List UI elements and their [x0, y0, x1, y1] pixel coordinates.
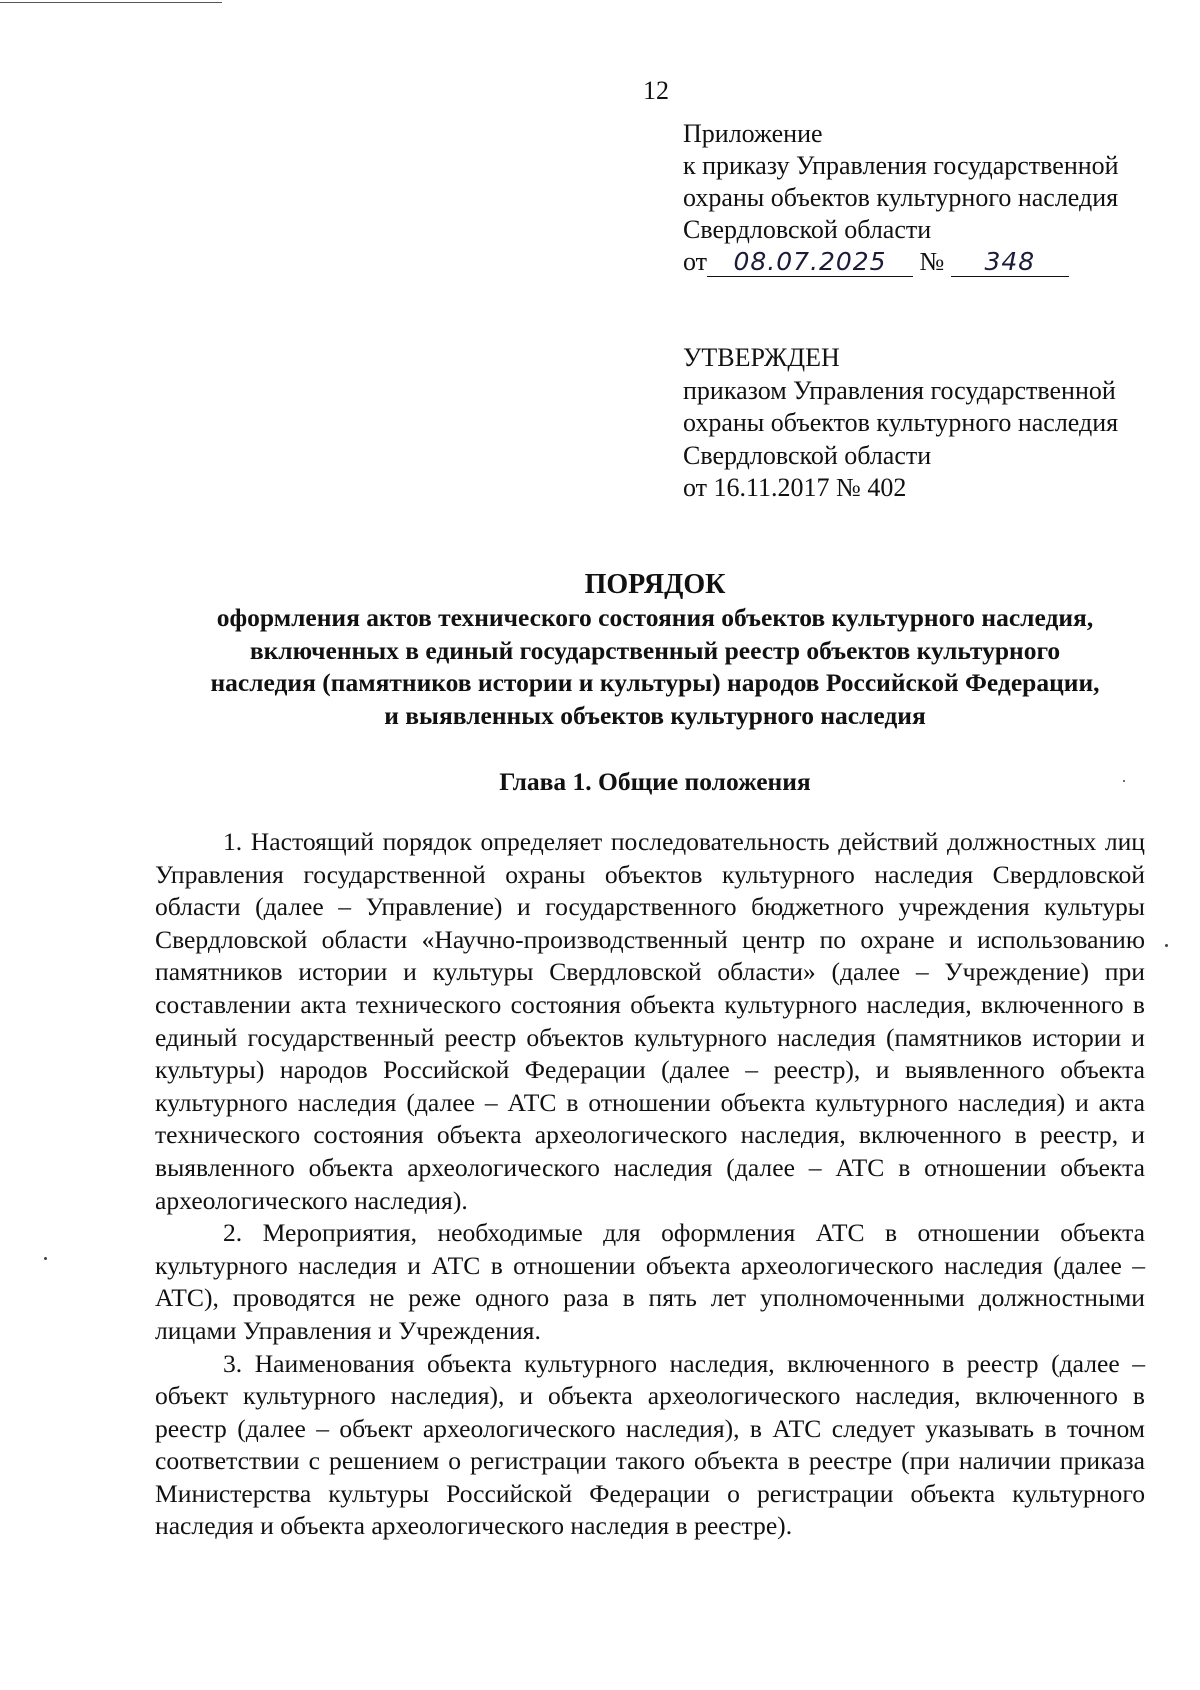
appendix-block: [683, 118, 1119, 278]
subtitle-line: включенных в единый государственный реестр объектов культурного: [249, 635, 1061, 665]
appendix-line: охраны объектов культурного наследия: [683, 183, 1119, 212]
chapter-heading: Глава 1. Общие положения: [499, 767, 811, 796]
scan-speck: [1123, 780, 1125, 782]
scan-speck: [44, 1257, 47, 1260]
subtitle-line: и выявленных объектов культурного наследия: [384, 700, 926, 730]
approved-line: приказом Управления государственной: [683, 375, 1116, 405]
approved-line: от 16.11.2017 № 402: [683, 473, 907, 502]
appendix-line: Приложение: [683, 119, 823, 148]
scan-speck: [1165, 944, 1168, 947]
paragraph: 3. Наименования объекта культурного наследия, включенного в реестр (далее – объект культурного наследия), и объекта археологического наследия, включенного в реестр (далее – объект археологического наследия), в АТС следует указывать в точном соответствии с решением о регистрации такого объекта в реестре (при наличии приказа Министерства культуры Российской Федерации о регистрации объекта культурного наследия и объекта археологического наследия в реестре).: [155, 1348, 1145, 1541]
approved-line: Свердловской области: [683, 440, 932, 470]
handwritten-number: 348: [951, 248, 1069, 277]
subtitle-line: наследия (памятников истории и культуры) народов Российской Федерации,: [210, 668, 1100, 697]
title-block: [120, 568, 1190, 732]
body-text: [155, 826, 1145, 1543]
document-title: ПОРЯДОК: [584, 569, 726, 600]
number-label: №: [919, 247, 945, 276]
from-label: от: [683, 247, 708, 276]
page-number: 12: [643, 76, 669, 105]
approved-line: УТВЕРЖДЕН: [683, 343, 840, 372]
approved-line: охраны объектов культурного наследия: [683, 408, 1119, 437]
paragraph: 2. Мероприятия, необходимые для оформления АТС в отношении объекта культурного наследия и АТС в отношении объекта археологического наследия (далее – АТС), проводятся не реже одного раза в пять лет уполномоченными должностными лицами Управления и Учреждения.: [155, 1218, 1145, 1345]
appendix-order-line: [683, 246, 1119, 278]
scan-edge-line: [0, 2, 222, 3]
appendix-line: к приказу Управления государственной: [683, 151, 1119, 180]
paragraph: 1. Настоящий порядок определяет последовательность действий должностных лиц Управления государственной охраны объектов культурного наследия Свердловской области (далее – Управление) и государственного бюджетного учреждения культуры Свердловской области «Научно-производственный центр по охране и использованию памятников истории и культуры Свердловской области» (далее – Учреждение) при составлении акта технического состояния объекта культурного наследия, включенного в единый государственный реестр объектов культурного наследия (памятников истории и культуры) народов Российской Федерации (далее – реестр), и выявленного объекта культурного наследия (далее – АТС в отношении объекта культурного наследия) и акта технического состояния объекта археологического наследия, включенного в реестр, и выявленного объекта археологического наследия (далее – АТС в отношении объекта археологического наследия).: [155, 827, 1145, 1215]
appendix-line: Свердловской области: [683, 215, 932, 244]
handwritten-date: 08.07.2025: [707, 248, 913, 277]
subtitle-line: оформления актов технического состояния объектов культурного наследия,: [216, 603, 1094, 632]
approved-block: [683, 342, 1118, 505]
